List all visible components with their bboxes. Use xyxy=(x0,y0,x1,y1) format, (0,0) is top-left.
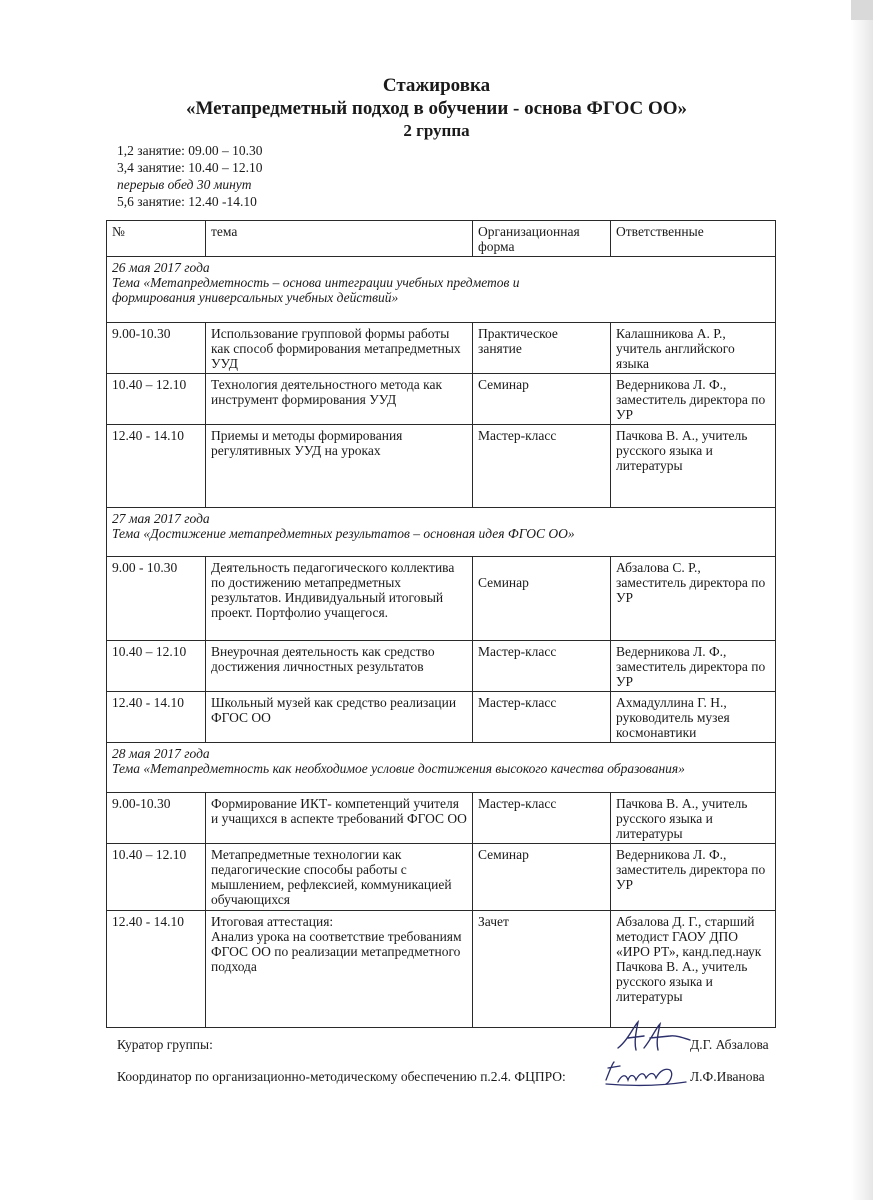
cell-form: Мастер-класс xyxy=(473,425,611,508)
table-row xyxy=(107,911,776,1028)
col-header-form: Организационная форма xyxy=(473,221,611,257)
table-row xyxy=(107,425,776,508)
day-theme: Тема «Метапредметность – основа интеграции учебных предметов и xyxy=(112,275,520,290)
table-row xyxy=(107,641,776,692)
coordinator-signature-icon xyxy=(600,1056,690,1090)
cell-topic: Технология деятельностного метода как инструмент формирования УУД xyxy=(206,374,473,425)
curator-name: Д.Г. Абзалова xyxy=(690,1037,769,1052)
cell-topic: Внеурочная деятельность как средство достижения личностных результатов xyxy=(206,641,473,692)
table-row xyxy=(107,692,776,743)
cell-form: Мастер-класс xyxy=(473,641,611,692)
day-theme: Тема «Достижение метапредметных результатов – основная идея ФГОС ОО» xyxy=(112,526,575,541)
cell-topic: Использование групповой формы работы как способ формирования метапредметных УУД xyxy=(206,323,473,374)
cell-form: Практическое занятие xyxy=(473,323,611,374)
day-header xyxy=(107,257,776,323)
day-date: 28 мая 2017 года xyxy=(112,746,210,761)
day-date: 26 мая 2017 года xyxy=(112,260,210,275)
cell-responsible: Абзалова С. Р., заместитель директора по УР xyxy=(611,557,776,641)
table-row xyxy=(107,844,776,911)
scan-edge-corner xyxy=(851,0,873,20)
cell-form: Мастер-класс xyxy=(473,793,611,844)
cell-time: 9.00-10.30 xyxy=(107,793,206,844)
scan-edge xyxy=(851,0,873,1200)
group-label: 2 группа xyxy=(403,121,470,140)
cell-responsible: Пачкова В. А., учитель русского языка и литературы xyxy=(611,793,776,844)
schedule-line: 5,6 занятие: 12.40 -14.10 xyxy=(117,194,257,209)
coordinator-label: Координатор по организационно-методическому обеспечению п.2.4. ФЦПРО: xyxy=(117,1069,566,1084)
table-row xyxy=(107,557,776,641)
cell-responsible: Ведерникова Л. Ф., заместитель директора по УР xyxy=(611,844,776,911)
day-theme: Тема «Метапредметность как необходимое условие достижения высокого качества образования» xyxy=(112,761,685,776)
curator-signature-icon xyxy=(614,1018,694,1054)
cell-topic: Приемы и методы формирования регулятивных УУД на уроках xyxy=(206,425,473,508)
schedule-break: перерыв обед 30 минут xyxy=(117,177,252,192)
day-date: 27 мая 2017 года xyxy=(112,511,210,526)
day-header-row xyxy=(107,508,776,557)
cell-responsible: Абзалова Д. Г., старший методист ГАОУ ДПО «ИРО РТ», канд.пед.наук Пачкова В. А., учитель русского языка и литературы xyxy=(611,911,776,1028)
cell-time: 12.40 - 14.10 xyxy=(107,425,206,508)
cell-time: 10.40 – 12.10 xyxy=(107,641,206,692)
table-row xyxy=(107,793,776,844)
cell-responsible: Калашникова А. Р., учитель английского языка xyxy=(611,323,776,374)
cell-time: 10.40 – 12.10 xyxy=(107,844,206,911)
schedule-line: 1,2 занятие: 09.00 – 10.30 xyxy=(117,143,263,158)
cell-responsible: Ахмадуллина Г. Н., руководитель музея космонавтики xyxy=(611,692,776,743)
cell-form: Семинар xyxy=(473,374,611,425)
cell-topic: Деятельность педагогического коллектива по достижению метапредметных результатов. Индивидуальный итоговый проект. Портфолио учащегося. xyxy=(206,557,473,641)
col-header-number: № xyxy=(107,221,206,257)
doc-title: Стажировка xyxy=(382,75,491,96)
cell-form: Зачет xyxy=(473,911,611,1028)
cell-responsible: Ведерникова Л. Ф., заместитель директора по УР xyxy=(611,374,776,425)
table-row xyxy=(107,323,776,374)
day-theme: формирования универсальных учебных действий» xyxy=(112,290,399,305)
cell-responsible: Пачкова В. А., учитель русского языка и литературы xyxy=(611,425,776,508)
cell-form: Семинар xyxy=(473,844,611,911)
cell-form: Мастер-класс xyxy=(473,692,611,743)
curator-label: Куратор группы: xyxy=(117,1037,213,1052)
table-row xyxy=(107,374,776,425)
cell-topic: Формирование ИКТ- компетенций учителя и учащихся в аспекте требований ФГОС ОО xyxy=(206,793,473,844)
coordinator-name: Л.Ф.Иванова xyxy=(690,1069,765,1084)
day-header xyxy=(107,743,776,793)
cell-time: 9.00-10.30 xyxy=(107,323,206,374)
cell-responsible: Ведерникова Л. Ф., заместитель директора по УР xyxy=(611,641,776,692)
day-header xyxy=(107,508,776,557)
cell-topic: Школьный музей как средство реализации ФГОС ОО xyxy=(206,692,473,743)
table-header-row xyxy=(107,221,776,257)
cell-topic: Итоговая аттестация: Анализ урока на соответствие требованиям ФГОС ОО по реализации метапредметного подхода xyxy=(206,911,473,1028)
day-header-row xyxy=(107,743,776,793)
col-header-responsible: Ответственные xyxy=(611,221,776,257)
schedule-line: 3,4 занятие: 10.40 – 12.10 xyxy=(117,160,263,175)
cell-time: 10.40 – 12.10 xyxy=(107,374,206,425)
cell-time: 9.00 - 10.30 xyxy=(107,557,206,641)
day-header-row xyxy=(107,257,776,323)
cell-topic: Метапредметные технологии как педагогические способы работы с мышлением, рефлексией, коммуникацией обучающихся xyxy=(206,844,473,911)
cell-time: 12.40 - 14.10 xyxy=(107,692,206,743)
cell-time: 12.40 - 14.10 xyxy=(107,911,206,1028)
col-header-topic: тема xyxy=(206,221,473,257)
program-table xyxy=(106,220,776,1028)
doc-subtitle: «Метапредметный подход в обучении - основа ФГОС ОО» xyxy=(185,98,688,119)
cell-form: Семинар xyxy=(473,557,611,641)
